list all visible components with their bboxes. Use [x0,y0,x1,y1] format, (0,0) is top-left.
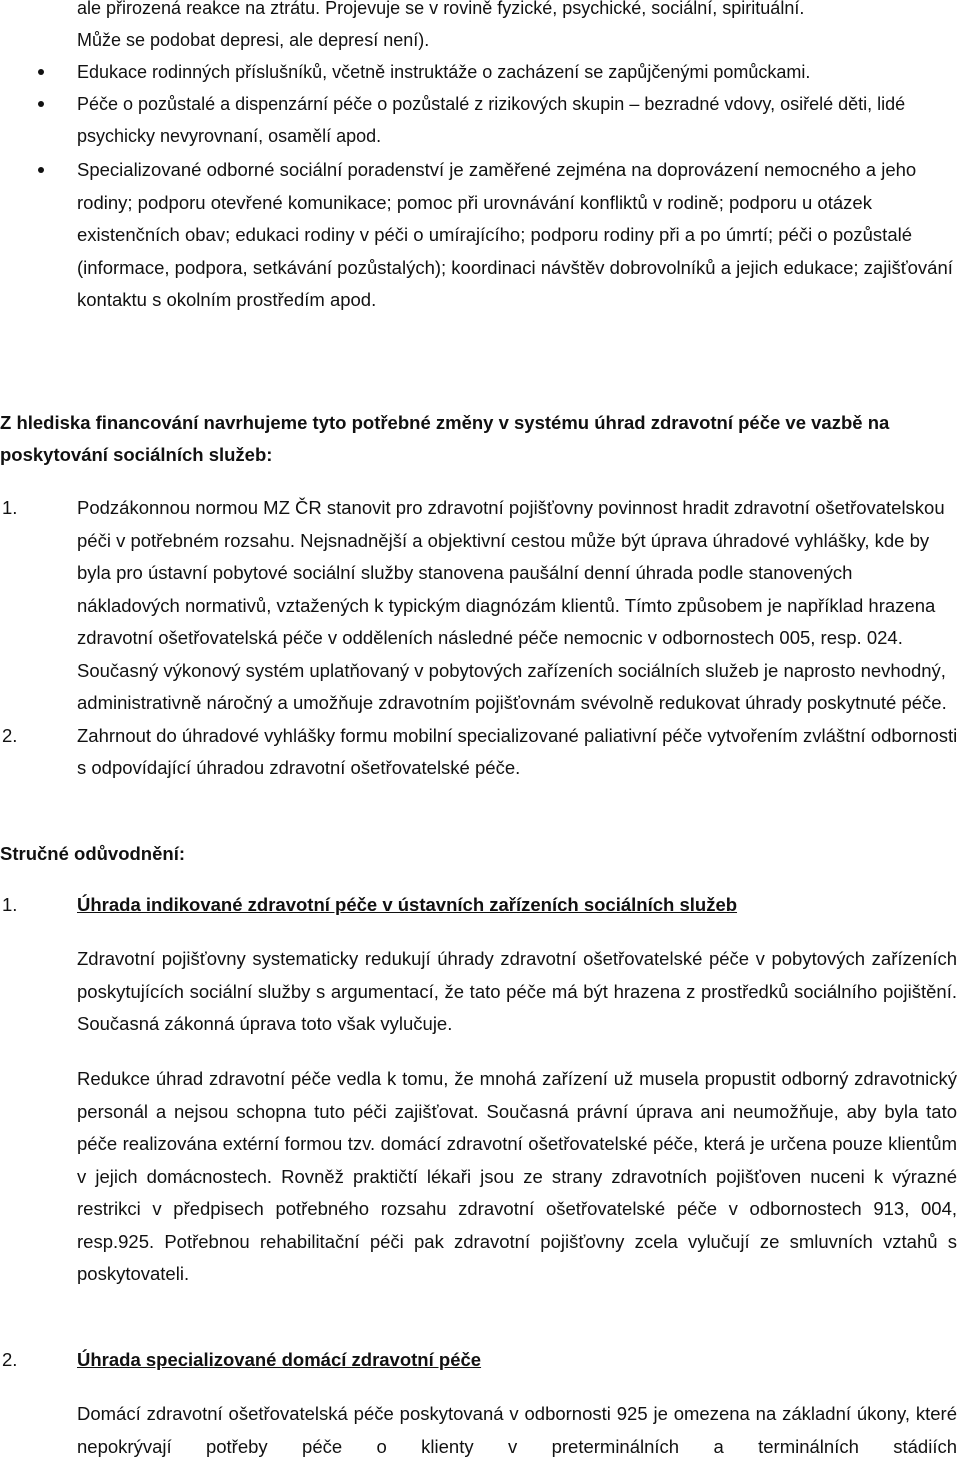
paragraph: Zdravotní pojišťovny systematicky redukují úhrady zdravotní ošetřovatelské péče v pobytových zařízeních poskytujících sociální služby s argumentací, že tato péče má být hrazena z prostředků sociálního pojištění. Současná zákonná úprava toto však vylučuje. [77,948,957,1034]
list-number: 2. [2,724,18,746]
financing-list [0,492,960,785]
section-1-heading [0,889,960,922]
paragraph: Domácí zdravotní ošetřovatelská péče poskytovaná v odbornosti 925 je omezena na základní úkony, které nepokrývají potřeby péče o klienty v preterminálních a terminálních stádiích [77,1403,957,1457]
bullet-item [0,56,960,88]
bullet-text: Edukace rodinných příslušníků, včetně instruktáže o zacházení se zapůjčenými pomůckami. [77,62,811,82]
section-title: Úhrada specializované domácí zdravotní péče [77,1349,482,1370]
list-text: Zahrnout do úhradové vyhlášky formu mobilní specializované paliativní péče vytvořením zvláštní odbornosti s odpovídající úhradou zdravotní ošetřovatelské péče. [77,724,958,778]
section-heading-row [0,889,960,922]
continued-line: Může se podobat depresi, ale depresí není). [77,30,430,50]
financing-heading: Z hlediska financování navrhujeme tyto potřebné změny v systému úhrad zdravotní péče ve vazbě na poskytování sociálních služeb: [0,412,890,465]
section-title: Úhrada indikované zdravotní péče v ústavních zařízeních sociálních služeb [77,894,738,915]
bullet-text: Specializované odborné sociální poradenství je zaměřené zejména na doprovázení nemocného a jeho rodiny; podporu otevřené komunikace; pomoc při urovnávání konfliktů v rodině; podporu u otázek existenčních obav; edukaci rodiny v péči o umírajícího; podporu rodiny při a po úmrtí; péči o pozůstalé (informace, podpora, setkávání pozůstalých); koordinaci návštěv dobrovolníků a jejich edukace; zajišťování kontaktu s okolním prostředím apod. [77,159,953,310]
justification-heading: Stručné odůvodnění: [0,843,185,864]
bullet-icon [38,69,44,75]
bullet-text: Péče o pozůstalé a dispenzární péče o pozůstalé z rizikových skupin – bezradné vdovy, osiřelé děti, lidé psychicky nevyrovnaní, osamělí apod. [77,94,906,146]
bullet-icon [38,167,44,173]
continued-text [77,0,960,56]
section-heading-row [0,1344,960,1377]
paragraph: Redukce úhrad zdravotní péče vedla k tomu, že mnohá zařízení už musela propustit odborný zdravotnický personál a nejsou schopna tuto péči zajišťovat. Současná právní úprava ani neumožňuje, aby byla tato péče realizována extérní formou tzv. domácí zdravotní ošetřovatelské péče, která je určena pouze klientům v jejich domácnostech. Rovněž praktičtí lékaři jsou ze strany zdravotních pojišťoven nuceni k výrazné restrikci v předpisech potřebného rozsahu zdravotní ošetřovatelské péče v odbornostech 913, 004, resp.925. Potřebnou rehabilitační péči pak zdravotní pojišťovny zcela vylučují ze smluvních vztahů s poskytovateli. [77,1068,957,1284]
bullet-item [0,154,960,317]
list-item [0,720,960,785]
list-number: 1. [2,497,18,518]
continued-line: ale přirozená reakce na ztrátu. Projevuje se v rovině fyzické, psychické, sociální, spirituální. [77,0,805,18]
list-item [0,492,960,720]
section-number: 1. [2,894,18,915]
bullet-icon [38,101,44,107]
list-text: Podzákonnou normou MZ ČR stanovit pro zdravotní pojišťovny povinnost hradit zdravotní ošetřovatelskou péči v potřebném rozsahu. Nejsnadnější a objektivní cestou může být úprava úhradové vyhlášky, kde by byla pro ústavní pobytové sociální služby stanovena paušální denní úhrada podle stanovených nákladových normativů, vztažených k typickým diagnózám klientů. Tímto způsobem je například hrazena zdravotní ošetřovatelská péče v odděleních následné péče nemocnic v odbornostech 005, resp. 024. Současný výkonový systém uplatňovaný v pobytových zařízeních sociálních služeb je naprosto nevhodný, administrativně náročný a umožňuje zdravotním pojišťovnám svévolně redukovat úhrady poskytnuté péče. [77,497,947,713]
section-number: 2. [2,1349,18,1370]
bullet-item [0,88,960,152]
section-2-heading [0,1344,960,1377]
bullet-section [0,0,960,317]
